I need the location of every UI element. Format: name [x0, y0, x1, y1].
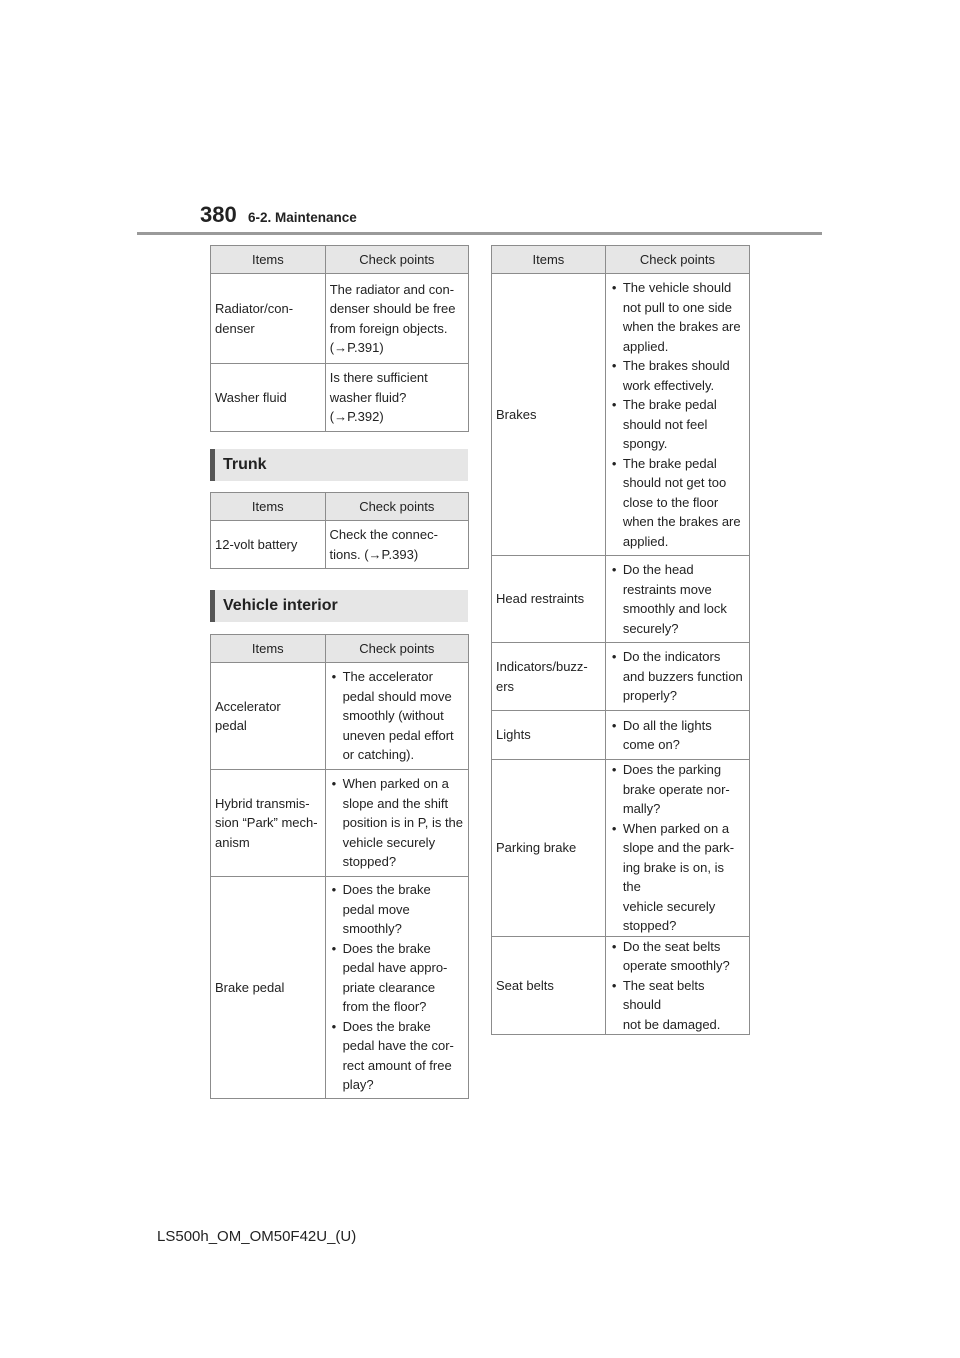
table-row — [211, 770, 469, 877]
table-row — [492, 643, 750, 711]
table-row — [211, 364, 469, 432]
check-cell: Check the connec- tions. (→P.393) — [325, 521, 468, 569]
table-row — [492, 274, 750, 556]
check-bullet: • Does the brake pedal have the cor- rect amount of free play? — [330, 1017, 464, 1095]
item-cell: Hybrid transmis- sion “Park” mech- anism — [211, 770, 326, 877]
check-bullet: • When parked on a slope and the park- ing brake is on, is the vehicle securely stopped? — [610, 819, 745, 936]
check-cell: Is there sufficient washer fluid? (→P.392) — [325, 364, 468, 432]
table-row — [492, 711, 750, 760]
check-bullet: • The brake pedal should not get too close to the floor when the brakes are applied. — [610, 454, 745, 552]
item-cell: Accelerator pedal — [211, 663, 326, 770]
check-bullet: • The accelerator pedal should move smoothly (without uneven pedal effort or catching). — [330, 667, 464, 765]
table-row — [211, 521, 469, 569]
check-cell — [605, 643, 749, 711]
footer-document-code: LS500h_OM_OM50F42U_(U) — [157, 1228, 357, 1245]
trunk-heading: Trunk — [210, 449, 468, 481]
table-row — [211, 274, 469, 364]
col-check-points: Check points — [325, 246, 468, 274]
trunk-table — [210, 492, 469, 569]
item-cell: Radiator/con- denser — [211, 274, 326, 364]
check-bullet: • The vehicle should not pull to one side when the brakes are applied. — [610, 278, 745, 356]
right-check-table — [491, 245, 750, 1035]
check-bullet: • Do the indicators and buzzers function properly? — [610, 647, 745, 706]
vehicle-interior-table — [210, 634, 469, 1099]
vehicle-interior-heading: Vehicle interior — [210, 590, 468, 622]
check-bullet: • Do the seat belts operate smoothly? — [610, 937, 745, 976]
header-rule — [137, 232, 822, 235]
table-row — [211, 877, 469, 1099]
check-cell — [605, 711, 749, 760]
check-cell — [605, 274, 749, 556]
check-bullet: • When parked on a slope and the shift position is in P, is the vehicle securely stopped? — [330, 774, 464, 872]
check-bullet: • The seat belts should not be damaged. — [610, 976, 745, 1035]
item-cell: Lights — [492, 711, 606, 760]
col-items: Items — [211, 493, 326, 521]
item-cell: 12-volt battery — [211, 521, 326, 569]
table-row — [211, 663, 469, 770]
check-bullet: • Does the brake pedal move smoothly? — [330, 880, 464, 939]
item-cell: Brake pedal — [211, 877, 326, 1099]
col-items: Items — [211, 635, 326, 663]
check-cell — [605, 936, 749, 1035]
check-cell — [325, 663, 468, 770]
col-check-points: Check points — [325, 493, 468, 521]
check-bullet: • Do the head restraints move smoothly and lock securely? — [610, 560, 745, 638]
check-bullet: • The brakes should work effectively. — [610, 356, 745, 395]
item-cell: Brakes — [492, 274, 606, 556]
col-check-points: Check points — [605, 246, 749, 274]
check-bullet: • Do all the lights come on? — [610, 716, 745, 755]
table-row — [492, 556, 750, 643]
item-cell: Washer fluid — [211, 364, 326, 432]
check-bullet: • The brake pedal should not feel spongy. — [610, 395, 745, 454]
table-row — [492, 760, 750, 937]
check-bullet: • Does the brake pedal have appro- priate clearance from the floor? — [330, 939, 464, 1017]
check-cell — [605, 556, 749, 643]
table-row — [492, 936, 750, 1035]
check-cell — [325, 770, 468, 877]
item-cell: Indicators/buzz- ers — [492, 643, 606, 711]
check-bullet: • Does the parking brake operate nor- mally? — [610, 760, 745, 819]
item-cell: Head restraints — [492, 556, 606, 643]
check-cell: The radiator and con- denser should be free from foreign objects. (→P.391) — [325, 274, 468, 364]
col-check-points: Check points — [325, 635, 468, 663]
page-number: 380 — [200, 202, 237, 227]
item-cell: Parking brake — [492, 760, 606, 937]
col-items: Items — [492, 246, 606, 274]
engine-compartment-table — [210, 245, 469, 432]
check-cell — [605, 760, 749, 937]
check-cell — [325, 877, 468, 1099]
item-cell: Seat belts — [492, 936, 606, 1035]
section-title: 6-2. Maintenance — [248, 210, 357, 225]
col-items: Items — [211, 246, 326, 274]
